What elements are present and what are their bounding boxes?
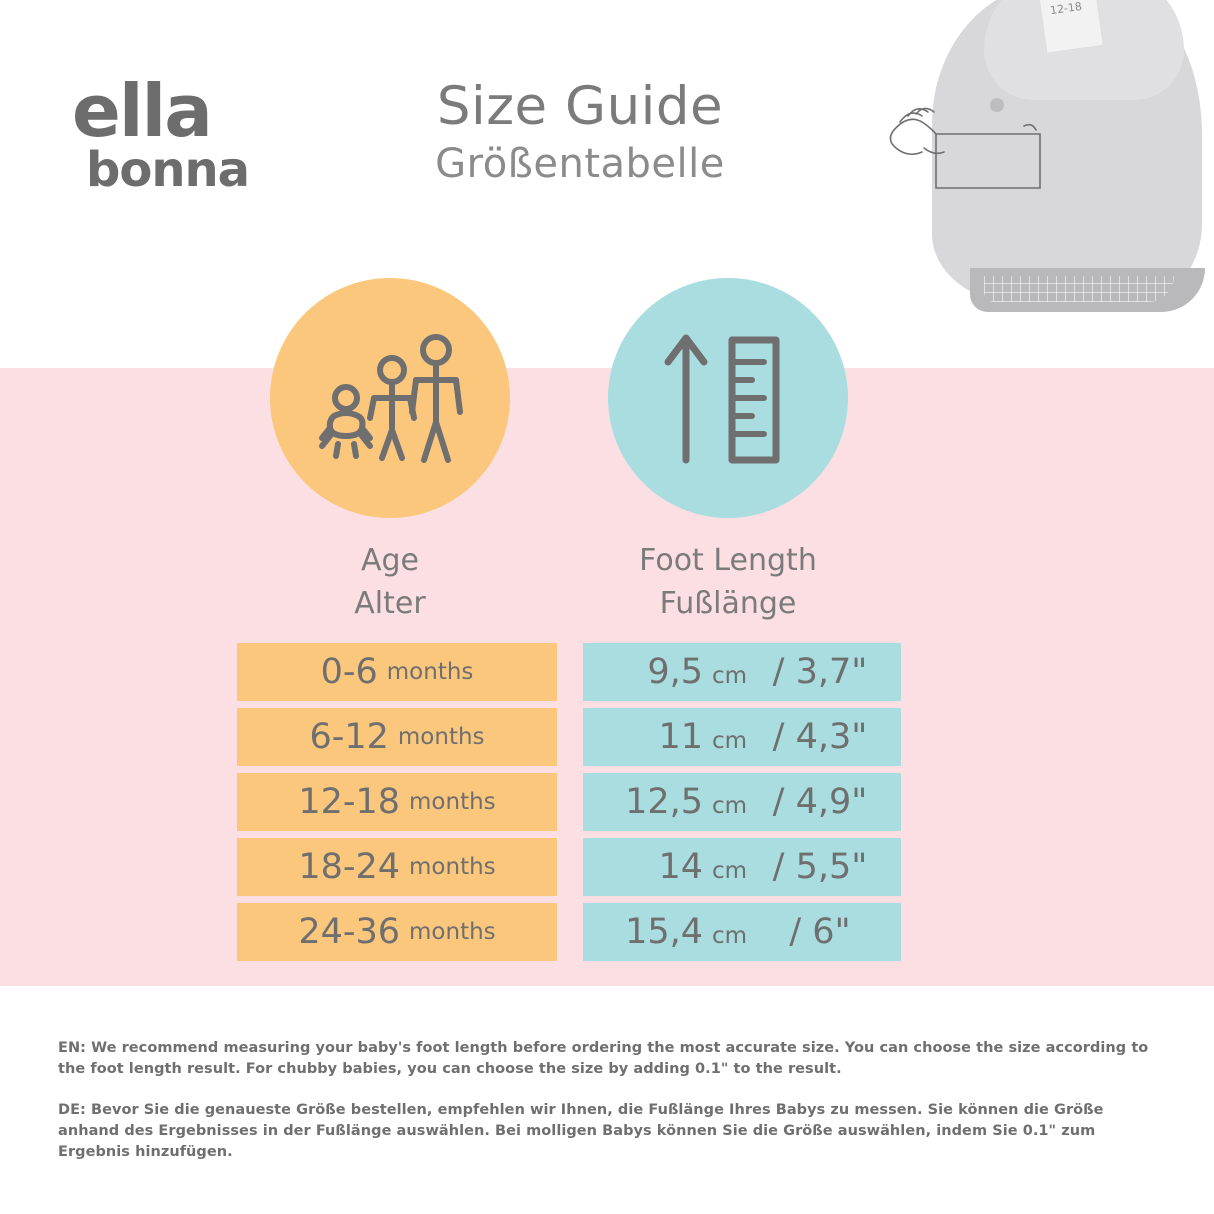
table-row — [583, 773, 901, 831]
foot-length-cm-unit: cm — [712, 663, 748, 689]
page-title-block — [330, 76, 830, 190]
bootie-sole-texture — [984, 276, 1174, 302]
foot-length-inch: / 4,3" — [772, 717, 868, 757]
table-row — [237, 903, 557, 961]
ruler-arrow-icon — [652, 318, 812, 480]
foot-length-cm: 14 — [658, 847, 703, 887]
table-row — [237, 708, 557, 766]
table-row — [237, 838, 557, 896]
table-row — [237, 773, 557, 831]
page-title-en: Size Guide — [436, 76, 724, 137]
family-silhouettes-icon — [304, 312, 476, 484]
foot-length-cm-unit: cm — [712, 728, 748, 754]
foot-length-table — [583, 643, 901, 968]
foot-length-inch: / 5,5" — [772, 847, 868, 887]
foot-length-cm: 12,5 — [625, 782, 703, 822]
age-table — [237, 643, 557, 968]
age-column-label-en: Age — [360, 543, 420, 578]
foot-column-label-de: Fußlänge — [659, 586, 797, 621]
bootie-size-tag-label: 12-18 — [1049, 0, 1083, 18]
foot-length-inch: / 4,9" — [772, 782, 868, 822]
age-column-label-de: Alter — [354, 586, 426, 621]
foot-length-cm: 9,5 — [647, 652, 703, 692]
age-range: 24-36 — [298, 912, 401, 952]
hand-measuring-sketch — [874, 70, 1074, 210]
age-unit: months — [409, 854, 496, 880]
foot-column-label-en: Foot Length — [639, 543, 817, 578]
grey-baby-bootie-photo — [874, 0, 1214, 340]
table-row — [583, 643, 901, 701]
brand-logo-line-1: ella — [72, 69, 211, 153]
page-title-de: Größentabelle — [435, 141, 725, 187]
foot-length-cm-unit: cm — [712, 923, 748, 949]
foot-length-cm: 15,4 — [625, 912, 703, 952]
table-row — [583, 708, 901, 766]
foot-column-header — [578, 540, 878, 626]
age-unit: months — [386, 659, 474, 685]
table-row — [583, 903, 901, 961]
foot-length-cm: 11 — [658, 717, 703, 757]
foot-length-cm-unit: cm — [712, 858, 748, 884]
foot-length-cm-unit: cm — [712, 793, 748, 819]
table-row — [237, 643, 557, 701]
table-row — [583, 838, 901, 896]
age-range: 18-24 — [298, 847, 401, 887]
age-range: 12-18 — [298, 782, 401, 822]
age-column-header — [250, 540, 530, 626]
brand-logo-line-2: bonna — [86, 142, 250, 198]
foot-length-inch: / 6" — [789, 912, 851, 952]
foot-length-icon-circle — [608, 278, 848, 518]
age-icon-circle — [270, 278, 510, 518]
foot-length-inch: / 3,7" — [772, 652, 868, 692]
age-range: 0-6 — [320, 652, 378, 692]
note-en: EN: We recommend measuring your baby's foot length before ordering the most accurate size. You can choose the size according to the foot length result. For chubby babies, you can choose the size by adding 0.1" to the result. — [58, 1040, 1149, 1077]
age-unit: months — [409, 789, 496, 815]
brand-logo — [72, 69, 322, 213]
age-unit: months — [397, 724, 485, 750]
note-de: DE: Bevor Sie die genaueste Größe bestellen, empfehlen wir Ihnen, die Fußlänge Ihres Babys zu messen. Sie können die Größe anhand des Ergebnisses in der Fußlänge auswählen. Bei molligen Babys können Sie die Größe auswählen, indem Sie 0.1" zum Ergebnis hinzufügen. — [58, 1102, 1104, 1160]
footer-notes — [58, 1038, 1158, 1183]
age-unit: months — [409, 919, 496, 945]
age-range: 6-12 — [309, 717, 389, 757]
